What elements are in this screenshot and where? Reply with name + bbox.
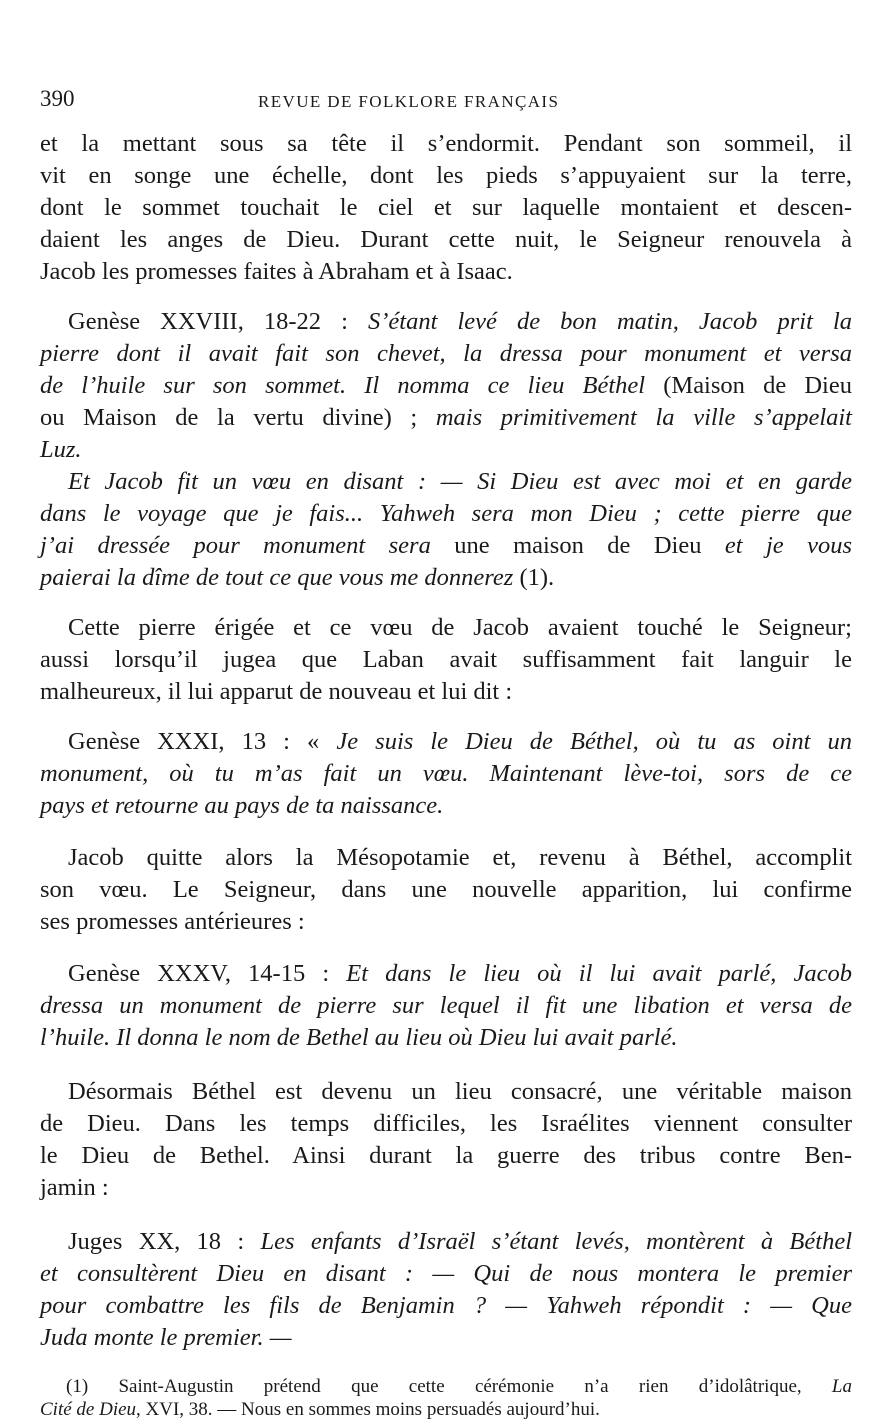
footnote-reference: (1). [513, 564, 555, 591]
quote-1-line: dans le voyage que je fais... Yahweh sera mon Dieu ; cette pierre que [40, 500, 852, 527]
quote-1-line: Luz. [40, 436, 82, 463]
quote-2-line: monument, où tu m’as fait un vœu. Maintenant lève-toi, sors de ce [40, 760, 852, 787]
quote-1-text: et je vous [724, 532, 852, 559]
footnote-line [40, 1398, 852, 1422]
quote-1-gloss: ou Maison de la vertu divine) ; [40, 404, 436, 431]
paragraph-4-line: de Dieu. Dans les temps difficiles, les Israélites viennent consulter [40, 1110, 852, 1137]
paragraph-1-line: et la mettant sous sa tête il s’endormit. Pendant son sommeil, il [40, 130, 852, 157]
quote-4-reference: Juges XX, 18 : [68, 1228, 261, 1255]
quote-3-reference: Genèse XXXV, 14-15 : [68, 960, 347, 987]
quote-4-line: pour combattre les fils de Benjamin ? — Yahweh répondit : — Que [40, 1292, 852, 1319]
running-title: REVUE DE FOLKLORE FRANÇAIS [258, 92, 560, 111]
page-header [40, 84, 640, 118]
footnote-text: , XVI, 38. — Nous en sommes moins persuadés aujourd’hui. [136, 1399, 600, 1420]
quote-1-text: S’étant levé de bon matin, Jacob prit la [368, 308, 853, 335]
paragraph-2-line: malheureux, il lui apparut de nouveau et lui dit : [40, 678, 513, 705]
paragraph-4-line: Désormais Béthel est devenu un lieu consacré, une véritable maison [68, 1078, 852, 1105]
quote-1-line [40, 530, 852, 562]
quote-4-text: Les enfants d’Israël s’étant levés, montèrent à Béthel [260, 1228, 853, 1255]
quote-3-line [68, 958, 852, 990]
paragraph-3-line: son vœu. Le Seigneur, dans une nouvelle apparition, lui confirme [40, 876, 852, 903]
quote-2-reference: Genèse XXXI, 13 : « [68, 728, 337, 755]
footnote-title: La [831, 1376, 852, 1397]
quote-2-text: Je suis le Dieu de Béthel, où tu as oint un [336, 728, 852, 755]
page-number: 390 [40, 86, 75, 111]
quote-3-text: Et dans le lieu où il lui avait parlé, Jacob [346, 960, 853, 987]
footnote-line [66, 1375, 852, 1399]
paragraph-4-line: jamin : [40, 1174, 109, 1201]
paragraph-1-line: vit en songe une échelle, dont les pieds s’appuyaient sur la terre, [40, 162, 852, 189]
quote-1-gloss: (Maison de Dieu [645, 372, 852, 399]
quote-1-text: mais primitivement la ville s’appelait [435, 404, 852, 431]
quote-1-gloss: une maison de Dieu [430, 532, 725, 559]
quote-1-text: j’ai dressée pour monument sera [40, 532, 431, 559]
quote-2-line: pays et retourne au pays de ta naissance. [40, 792, 444, 819]
quote-1-reference: Genèse XXVIII, 18-22 : [68, 308, 368, 335]
paragraph-1-line: dont le sommet touchait le ciel et sur laquelle montaient et descen- [40, 194, 852, 221]
paragraph-2-line: Cette pierre érigée et ce vœu de Jacob avaient touché le Seigneur; [68, 614, 852, 641]
quote-1-line: Et Jacob fit un vœu en disant : — Si Dieu est avec moi et en garde [68, 468, 852, 495]
paragraph-1-line: Jacob les promesses faites à Abraham et à Isaac. [40, 258, 513, 285]
paragraph-1-line: daient les anges de Dieu. Durant cette nuit, le Seigneur renouvela à [40, 226, 852, 253]
quote-4-line: et consultèrent Dieu en disant : — Qui de nous montera le premier [40, 1260, 852, 1287]
quote-1-line [40, 370, 852, 402]
quote-1-text: de l’huile sur son sommet. Il nomma ce lieu Béthel [40, 372, 646, 399]
paragraph-4-line: le Dieu de Bethel. Ainsi durant la guerre des tribus contre Ben- [40, 1142, 852, 1169]
quote-1-line: pierre dont il avait fait son chevet, la dressa pour monument et versa [40, 340, 852, 367]
paragraph-2-line: aussi lorsqu’il jugea que Laban avait suffisamment fait languir le [40, 646, 852, 673]
quote-2-line [68, 726, 852, 758]
quote-1-text: paierai la dîme de tout ce que vous me donnerez [40, 564, 514, 591]
footnote-title: Cité de Dieu [40, 1399, 137, 1420]
quote-1-line [40, 562, 852, 594]
quote-1-line [40, 402, 852, 434]
paragraph-3-line: Jacob quitte alors la Mésopotamie et, revenu à Béthel, accomplit [68, 844, 852, 871]
quote-4-line [68, 1226, 852, 1258]
quote-4-line: Juda monte le premier. — [40, 1324, 292, 1351]
footnote-text: (1) Saint-Augustin prétend que cette cérémonie n’a rien d’idolâtrique, [66, 1376, 832, 1397]
paragraph-3-line: ses promesses antérieures : [40, 908, 305, 935]
quote-3-line: dressa un monument de pierre sur lequel il fit une libation et versa de [40, 992, 852, 1019]
quote-1-line [68, 306, 852, 338]
quote-3-line: l’huile. Il donna le nom de Bethel au lieu où Dieu lui avait parlé. [40, 1024, 678, 1051]
